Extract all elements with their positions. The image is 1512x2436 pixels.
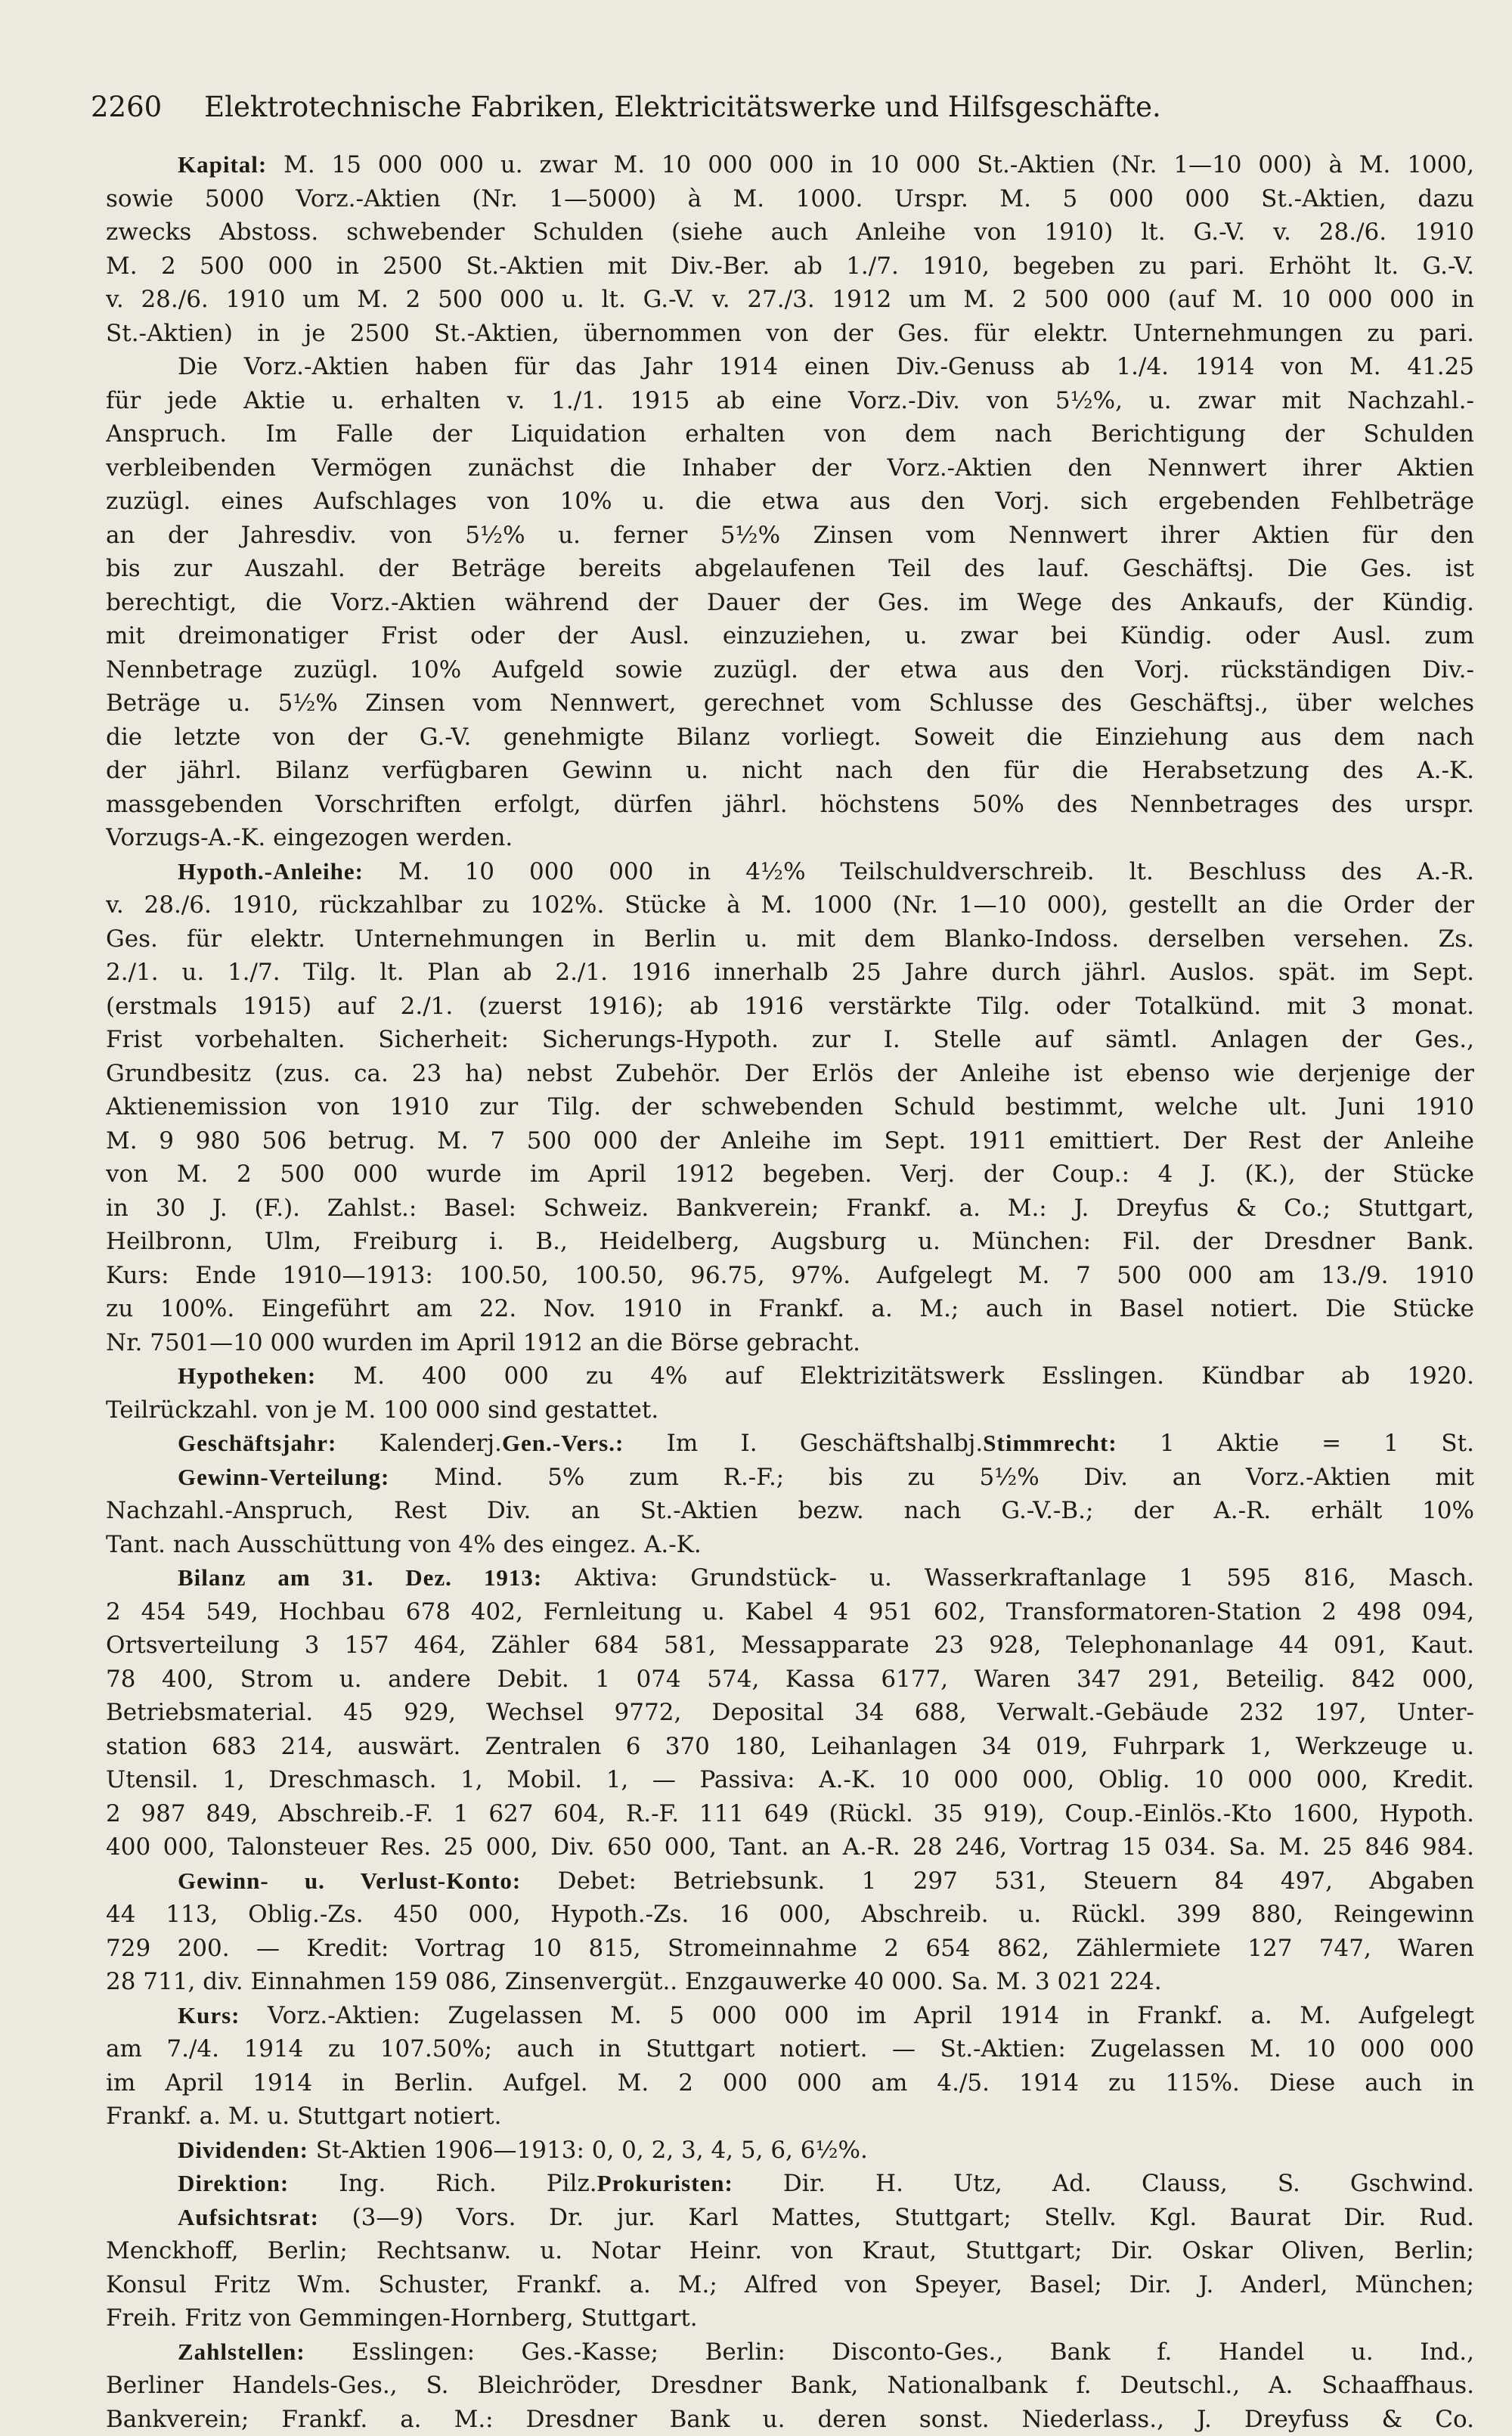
text-line: Bilanz am 31. Dez. 1913: Aktiva: Grundstück- u. Wasserkraftanlage 1 595 816, Masch. [106,1561,1474,1595]
text-line: im April 1914 in Berlin. Aufgel. M. 2 000 000 am 4./5. 1914 zu 115%. Diese auch in [106,2066,1474,2100]
text-line: für jede Aktie u. erhalten v. 1./1. 1915 ab eine Vorz.-Div. von 5½%, u. zwar mit Nachzahl.- [106,384,1474,418]
text-line: Berliner Handels-Ges., S. Bleichröder, Dresdner Bank, Nationalbank f. Deutschl., A. Schaaffhaus. [106,2369,1474,2403]
text-line: Tant. nach Ausschüttung von 4% des eingez. A.-K. [106,1528,1474,1562]
text-line: v. 28./6. 1910, rückzahlbar zu 102%. Stücke à M. 1000 (Nr. 1—10 000), gestellt an die Order der [106,888,1474,922]
section-label: Hypoth.-Anleihe: [178,858,364,885]
text-line: v. 28./6. 1910 um M. 2 500 000 u. lt. G.-V. v. 27./3. 1912 um M. 2 500 000 (auf M. 10 000 000 in [106,283,1474,317]
text-line: Hypoth.-Anleihe: M. 10 000 000 in 4½% Teilschuldverschreib. lt. Beschluss des A.-R. [106,855,1474,889]
section-label: Kapital: [178,151,267,178]
section-label: Zahlstellen: [178,2338,305,2365]
section-dividenden [106,2134,1474,2168]
section-gewinnverteilung [106,1461,1474,1562]
text-line: von M. 2 500 000 wurde im April 1912 begeben. Verj. der Coup.: 4 J. (K.), der Stücke [106,1158,1474,1192]
section-geschaeftsjahr [106,1427,1474,1461]
text-line: Konsul Fritz Wm. Schuster, Frankf. a. M.; Alfred von Speyer, Basel; Dir. J. Anderl, München; [106,2268,1474,2302]
section-zahlstellen [106,2335,1474,2436]
text-line: Direktion: Ing. Rich. Pilz.Prokuristen: Dir. H. Utz, Ad. Clauss, S. Gschwind. [106,2167,1474,2201]
text-line: am 7./4. 1914 zu 107.50%; auch in Stuttgart notiert. — St.-Aktien: Zugelassen M. 10 000 000 [106,2032,1474,2066]
text-line: verbleibenden Vermögen zunächst die Inhaber der Vorz.-Aktien den Nennwert ihrer Aktien [106,451,1474,485]
article-body [106,148,1474,2436]
text-line: 78 400, Strom u. andere Debit. 1 074 574, Kassa 6177, Waren 347 291, Beteilig. 842 000, [106,1663,1474,1697]
section-kapital [106,148,1474,855]
header-title: Elektrotechnische Fabriken, Elektricitätswerke und Hilfsgeschäfte. [204,91,1161,123]
text-line: Freih. Fritz von Gemmingen-Hornberg, Stuttgart. [106,2301,1474,2335]
section-bilanz [106,1561,1474,1864]
text-line: Zahlstellen: Esslingen: Ges.-Kasse; Berlin: Disconto-Ges., Bank f. Handel u. Ind., [106,2335,1474,2369]
running-header [91,89,1421,126]
text-line: Bankverein; Frankf. a. M.: Dresdner Bank u. deren sonst. Niederlass., J. Dreyfuss & Co. [106,2403,1474,2436]
text-line: in 30 J. (F.). Zahlst.: Basel: Schweiz. Bankverein; Frankf. a. M.: J. Dreyfus & Co.; Stuttgart, [106,1192,1474,1226]
section-label: Aufsichtsrat: [178,2204,319,2230]
text-line: zuzügl. eines Aufschlages von 10% u. die etwa aus den Vorj. sich ergebenden Fehlbeträge [106,485,1474,519]
text-line: zwecks Abstoss. schwebender Schulden (siehe auch Anleihe von 1910) lt. G.-V. v. 28./6. 1910 [106,215,1474,249]
text-line: Nachzahl.-Anspruch, Rest Div. an St.-Aktien bezw. nach G.-V.-B.; der A.-R. erhält 10% [106,1494,1474,1528]
text-line: massgebenden Vorschriften erfolgt, dürfen jährl. höchstens 50% des Nennbetrages des urspr. [106,788,1474,822]
text-line: Aktienemission von 1910 zur Tilg. der schwebenden Schuld bestimmt, welche ult. Juni 1910 [106,1090,1474,1124]
text-line: bis zur Auszahl. der Beträge bereits abgelaufenen Teil des lauf. Geschäftsj. Die Ges. ist [106,552,1474,586]
text-line: Kapital: M. 15 000 000 u. zwar M. 10 000 000 in 10 000 St.-Aktien (Nr. 1—10 000) à M. 1000, [106,148,1474,182]
text-line: Aufsichtsrat: (3—9) Vors. Dr. jur. Karl Mattes, Stuttgart; Stellv. Kgl. Baurat Dir. Rud. [106,2201,1474,2235]
text-line: berechtigt, die Vorz.-Aktien während der Dauer der Ges. im Wege des Ankaufs, der Kündig. [106,586,1474,620]
section-label: Dividenden: [178,2137,308,2163]
text-line: 44 113, Oblig.-Zs. 450 000, Hypoth.-Zs. 16 000, Abschreib. u. Rückl. 399 880, Reingewinn [106,1898,1474,1932]
text-line: Betriebsmaterial. 45 929, Wechsel 9772, Deposital 34 688, Verwalt.-Gebäude 232 197, Unter- [106,1696,1474,1730]
text-line: Frist vorbehalten. Sicherheit: Sicherungs-Hypoth. zur I. Stelle auf sämtl. Anlagen der Ges., [106,1023,1474,1057]
text-line: mit dreimonatiger Frist oder der Ausl. einzuziehen, u. zwar bei Kündig. oder Ausl. zum [106,619,1474,653]
section-aufsichtsrat [106,2201,1474,2335]
section-label: Gewinn- u. Verlust-Konto: [178,1867,521,1894]
text-line: station 683 214, auswärt. Zentralen 6 370 180, Leihanlagen 34 019, Fuhrpark 1, Werkzeuge u. [106,1730,1474,1764]
text-line: Nr. 7501—10 000 wurden im April 1912 an die Börse gebracht. [106,1326,1474,1360]
text-line: Ges. für elektr. Unternehmungen in Berlin u. mit dem Blanko-Indoss. derselben versehen. Zs. [106,922,1474,956]
text-line: M. 2 500 000 in 2500 St.-Aktien mit Div.-Ber. ab 1./7. 1910, begeben zu pari. Erhöht lt. G.-V. [106,249,1474,284]
text-line: Nennbetrage zuzügl. 10% Aufgeld sowie zuzügl. der etwa aus den Vorj. rückständigen Div.- [106,653,1474,687]
text-line: Heilbronn, Ulm, Freiburg i. B., Heidelberg, Augsburg u. München: Fil. der Dresdner Bank. [106,1225,1474,1259]
text-line: 400 000, Talonsteuer Res. 25 000, Div. 650 000, Tant. an A.-R. 28 246, Vortrag 15 034. Sa. M. 25 846 984. [106,1830,1474,1864]
text-line: an der Jahresdiv. von 5½% u. ferner 5½% Zinsen vom Nennwert ihrer Aktien für den [106,519,1474,553]
text-line: 2 987 849, Abschreib.-F. 1 627 604, R.-F. 111 649 (Rückl. 35 919), Coup.-Einlös.-Kto 1600, Hypoth. [106,1797,1474,1831]
section-hypotheken [106,1359,1474,1427]
section-label: Gewinn-Verteilung: [178,1464,389,1490]
text-line: Utensil. 1, Dreschmasch. 1, Mobil. 1, — Passiva: A.-K. 10 000 000, Oblig. 10 000 000, Kredit. [106,1763,1474,1797]
section-anleihe [106,855,1474,1360]
prokuristen-label: Prokuristen: [597,2170,733,2196]
text-line: Frankf. a. M. u. Stuttgart notiert. [106,2100,1474,2134]
text-line: 28 711, div. Einnahmen 159 086, Zinsenvergüt.. Enzgauwerke 40 000. Sa. M. 3 021 224. [106,1965,1474,1999]
text-line: Die Vorz.-Aktien haben für das Jahr 1914 einen Div.-Genuss ab 1./4. 1914 von M. 41.25 [106,350,1474,384]
text-line: die letzte von der G.-V. genehmigte Bilanz vorliegt. Soweit die Einziehung aus dem nach [106,721,1474,755]
text-line: zu 100%. Eingeführt am 22. Nov. 1910 in Frankf. a. M.; auch in Basel notiert. Die Stücke [106,1292,1474,1326]
text-line: Kurs: Vorz.-Aktien: Zugelassen M. 5 000 000 im April 1914 in Frankf. a. M. Aufgelegt [106,1999,1474,2033]
text-line: St.-Aktien) in je 2500 St.-Aktien, übernommen von der Ges. für elektr. Unternehmungen zu pari. [106,317,1474,351]
text-line: Grundbesitz (zus. ca. 23 ha) nebst Zubehör. Der Erlös der Anleihe ist ebenso wie derjenige der [106,1057,1474,1091]
section-label: Kurs: [178,2002,240,2028]
text-line: M. 9 980 506 betrug. M. 7 500 000 der Anleihe im Sept. 1911 emittiert. Der Rest der Anleihe [106,1124,1474,1158]
text-line: Vorzugs-A.-K. eingezogen werden. [106,821,1474,855]
text-line: Beträge u. 5½% Zinsen vom Nennwert, gerechnet vom Schlusse des Geschäftsj., über welches [106,686,1474,721]
text-line: Gewinn-Verteilung: Mind. 5% zum R.-F.; bis zu 5½% Div. an Vorz.-Aktien mit [106,1461,1474,1495]
text-line: der jährl. Bilanz verfügbaren Gewinn u. nicht nach den für die Herabsetzung des A.-K. [106,754,1474,788]
text-line: Hypotheken: M. 400 000 zu 4% auf Elektrizitätswerk Esslingen. Kündbar ab 1920. [106,1359,1474,1393]
section-label: Direktion: [178,2170,289,2196]
gv-label: Gen.-Vers.: [502,1430,624,1456]
text-line: Geschäftsjahr: Kalenderj.Gen.-Vers.: Im I. Geschäftshalbj.Stimmrecht: 1 Aktie = 1 St. [106,1427,1474,1461]
text-line: Kurs: Ende 1910—1913: 100.50, 100.50, 96.75, 97%. Aufgelegt M. 7 500 000 am 13./9. 1910 [106,1259,1474,1293]
text-line: 729 200. — Kredit: Vortrag 10 815, Stromeinnahme 2 654 862, Zählermiete 127 747, Waren [106,1932,1474,1966]
section-direktion [106,2167,1474,2201]
page-number: 2260 [91,91,162,123]
stimmrecht-label: Stimmrecht: [983,1430,1117,1456]
text-line: Dividenden: St-Aktien 1906—1913: 0, 0, 2, 3, 4, 5, 6, 6½%. [106,2134,1474,2168]
text-line: 2./1. u. 1./7. Tilg. lt. Plan ab 2./1. 1916 innerhalb 25 Jahre durch jährl. Auslos. spät. im Sept. [106,956,1474,990]
text-line: Gewinn- u. Verlust-Konto: Debet: Betriebsunk. 1 297 531, Steuern 84 497, Abgaben [106,1864,1474,1898]
section-label: Bilanz am 31. Dez. 1913: [178,1564,542,1591]
text-line: Teilrückzahl. von je M. 100 000 sind gestattet. [106,1393,1474,1427]
text-line: sowie 5000 Vorz.-Aktien (Nr. 1—5000) à M. 1000. Urspr. M. 5 000 000 St.-Aktien, dazu [106,182,1474,216]
text-line: Menckhoff, Berlin; Rechtsanw. u. Notar Heinr. von Kraut, Stuttgart; Dir. Oskar Oliven, Berlin; [106,2234,1474,2268]
text-line: (erstmals 1915) auf 2./1. (zuerst 1916); ab 1916 verstärkte Tilg. oder Totalkünd. mit 3 monat. [106,990,1474,1024]
section-label: Geschäftsjahr: [178,1430,336,1456]
section-guv [106,1864,1474,1999]
text-line: Ortsverteilung 3 157 464, Zähler 684 581, Messapparate 23 928, Telephonanlage 44 091, Kaut. [106,1629,1474,1663]
text-line: Anspruch. Im Falle der Liquidation erhalten von dem nach Berichtigung der Schulden [106,417,1474,451]
text-line: 2 454 549, Hochbau 678 402, Fernleitung u. Kabel 4 951 602, Transformatoren-Station 2 498 094, [106,1595,1474,1629]
section-label: Hypotheken: [178,1362,316,1389]
section-kurs [106,1999,1474,2134]
